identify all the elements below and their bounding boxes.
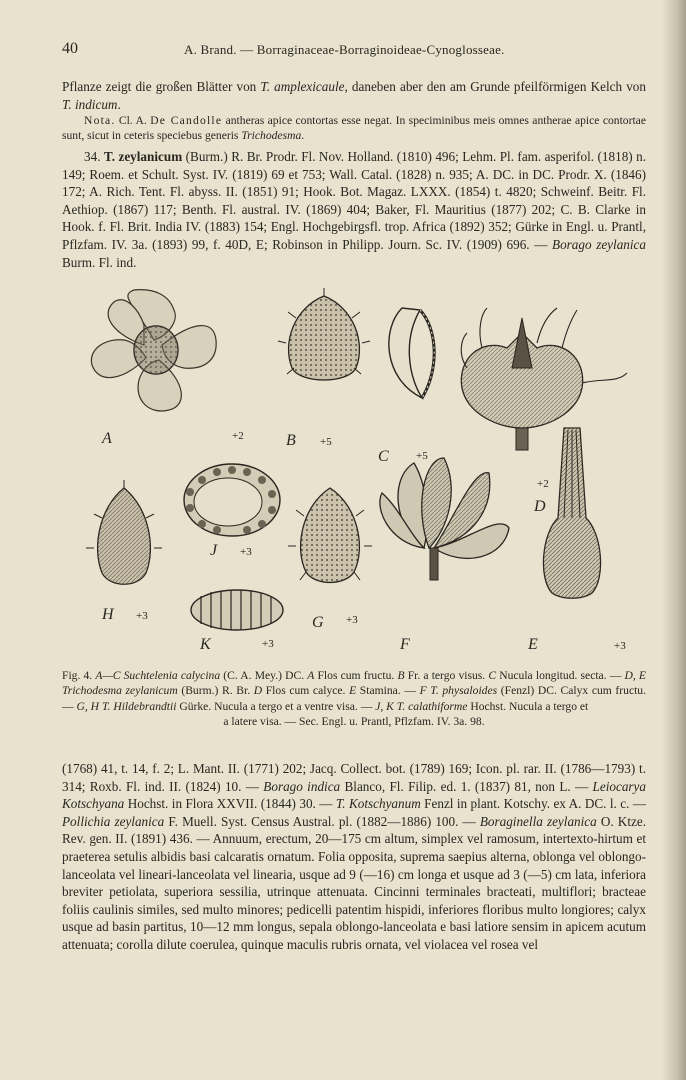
figure-label-a: A <box>102 430 112 447</box>
caption-run: Fr. a tergo visus. <box>404 669 489 682</box>
text-run: Pflanze zeigt die großen Blätter von <box>62 79 261 94</box>
taxon-name: Borago indica <box>263 778 341 794</box>
caption-run: A <box>307 669 315 682</box>
caption-run: C <box>488 669 497 682</box>
drawing-f-calyx-fruit <box>380 458 509 580</box>
figure-label-f: F <box>400 636 410 653</box>
caption-run: E <box>349 684 357 698</box>
magnification-j: +3 <box>240 546 252 558</box>
caption-run: Gürke. Nucula a tergo et a ventre visa. — <box>176 699 376 713</box>
figure-label-h: H <box>102 606 114 623</box>
text-run: Hochst. in Flora XXVII. (1844) 30. — <box>124 796 336 812</box>
magnification-e: +3 <box>614 640 626 652</box>
text-run: antheras apice contortas esse negat. In speciminibus meis omnes antherae apice contortae sunt, sicut in ceteris speciebus generis <box>62 114 646 142</box>
figure-label-k: K <box>200 636 211 653</box>
page-edge-shadow <box>662 0 686 1080</box>
figure-label-b: B <box>286 432 296 449</box>
text-run: . <box>117 96 121 112</box>
page-number: 40 <box>62 40 78 57</box>
taxon-name: Borago zeylanica <box>552 236 646 252</box>
caption-run: D, E Trichodesma zeylanicum <box>62 669 646 698</box>
text-run: Cl. A. <box>115 114 151 127</box>
caption-run: G, H T. Hildebrandtii <box>76 699 177 713</box>
taxon-name: Leiocarya Kotschyana <box>62 778 646 812</box>
species-number: 34. <box>84 149 101 164</box>
magnification-c: +5 <box>416 450 428 462</box>
paragraph-nota <box>62 113 646 143</box>
figure-label-d: D <box>534 498 546 515</box>
species-entry <box>62 148 646 271</box>
caption-run: Flos cum calyce. <box>262 684 350 698</box>
text-run: (1768) 41, t. 14, f. 2; L. Mant. II. (1771) 202; Jacq. Collect. bot. (1789) 169; Icon. pl. rar. II. (1786—1793) t. 314; Roxb. Fl. ind. II. (1824) 10. — <box>62 761 646 794</box>
figure-label-c: C <box>378 448 389 465</box>
drawing-c-section <box>389 308 434 398</box>
taxon-name: Pollichia zeylanica <box>62 813 165 829</box>
paragraph-pflanze <box>62 78 646 113</box>
taxon-name: T. indicum <box>62 96 118 112</box>
caption-run: Hochst. Nucula a tergo et <box>467 699 589 713</box>
author-name: De Candolle <box>150 114 223 127</box>
drawing-a-flower <box>91 290 216 411</box>
magnification-d: +2 <box>537 478 549 490</box>
drawing-b-nutlet <box>278 288 370 380</box>
taxon-name: Boraginella zeylanica <box>479 813 597 829</box>
magnification-g: +3 <box>346 614 358 626</box>
citation-text: (Burm.) R. Br. Prodr. Fl. Nov. Holland. (1810) 496; Lehm. Pl. fam. asperifol. (1818) n. 149; Roem. et Schult. Syst. IV. (1819) 69 et 753; Wall. Catal. (1828) n. 935; A. DC. in DC. Prodr. X. (1846) 172; A. Rich. Tent. Fl. abyss. II. (1851) 91; Hook. Bot. Magaz. LXXX. (1854) t. 4820; Schweinf. Beitr. Fl. Aethiop. (1867) 117; Benth. Fl. austral. IV. (1869) 404; Baker, Fl. Mauritius (1877) 202; C. B. Clarke in Hook. f. Fl. Brit. India IV. (1883) 154; Engl. Hochgebirgsfl. trop. Africa (1892) 352; Gürke in Engl. u. Prantl, Pflzfam. IV. 3a. (1893) 99, f. 40D, E; Robinson in Philipp. Journ. Sc. IV. (1909) 696. — <box>62 149 647 252</box>
text-run: Fenzl in plant. Kotschy. ex A. DC. l. c. — <box>420 796 647 812</box>
caption-source: a latere visa. — Sec. Engl. u. Prantl, Pflzfam. IV. 3a. 98. <box>223 715 485 729</box>
caption-run: B <box>397 669 405 682</box>
figure-label-e: E <box>528 636 538 653</box>
caption-run: (C. A. Mey.) DC. <box>220 669 308 682</box>
species-name: T. zeylanicum <box>103 149 183 164</box>
text-run: Blanco, Fl. Filip. ed. 1. (1837) 81, non L. — <box>340 778 593 794</box>
caption-run: Flos cum fructu. <box>314 669 398 682</box>
text-run: . <box>301 129 305 142</box>
magnification-k: +3 <box>262 638 274 650</box>
figure-drawings <box>62 288 646 662</box>
drawing-h-nutlet <box>86 480 162 584</box>
caption-run: Nucula longitud. secta. — <box>496 669 625 682</box>
page-header <box>62 40 646 60</box>
caption-run: (Fenzl) DC. Calyx cum fructu. — <box>62 684 647 713</box>
caption-fig-number: Fig. 4. <box>62 669 96 682</box>
taxon-name: T. Kotschyanum <box>335 796 421 812</box>
taxon-name: T. amplexicaule <box>260 79 345 94</box>
paragraph-continued <box>62 760 646 954</box>
text-run: F. Muell. Syst. Census Austral. pl. (1882—1886) 100. — <box>164 813 480 829</box>
taxon-name: Trichodesma <box>241 129 302 142</box>
drawing-k-nutlet <box>191 590 283 630</box>
caption-run: (Burm.) R. Br. <box>177 684 254 698</box>
drawing-e-stamina <box>543 428 600 598</box>
caption-run: F T. physaloides <box>419 684 498 698</box>
nota-label: Nota. <box>84 114 116 127</box>
figure-label-g: G <box>312 614 324 631</box>
drawing-g-nutlet <box>288 488 372 583</box>
magnification-b: +5 <box>320 436 332 448</box>
text-run: , daneben aber den am Grunde pfeilförmigen Kelch von <box>344 79 646 94</box>
text-run: Burm. Fl. ind. <box>62 254 137 270</box>
figure-label-j: J <box>210 542 218 559</box>
text-run: O. Ktze. Rev. gen. II. (1891) 436. — Annuum, erectum, 20—175 cm altum, simplex vel ramosum, intertexto-hirtum et praeterea setulis albidis basi calcaratis ornatum. Folia opposita, suprema saepius alterna, oblonga vel oblongo-lanceolata vel lineari-lanceolata vel linearia, usque ad 9 (—16) cm longa et usque ad 3 (—5) cm lata, inferiora breviter petiolata, superiora sessilia, utrinque attenuata. Cincinni terminales bracteati, multiflori; bracteae foliis caulinis similes, sed multo minores; pedicelli patentim hispidi, inferiores floribus multo longiores; calyx usque ad basin partitus, 10—12 mm longus, sepala oblongo-lanceolata e basi latiore sensim in apicem acutum attenuata; corolla dilute coerulea, quinque maculis rubris ornata, vel violacea vel rosea vel <box>62 813 646 952</box>
botanical-figure <box>62 288 646 662</box>
caption-run: Stamina. — <box>356 684 420 698</box>
magnification-a: +2 <box>232 430 244 442</box>
caption-run: J, K T. calathiforme <box>375 699 468 713</box>
caption-run: A—C Suchtelenia calycina <box>95 669 221 682</box>
magnification-h: +3 <box>136 610 148 622</box>
caption-run: D <box>253 684 263 698</box>
drawing-d-flower-calyx <box>461 308 627 450</box>
running-head: A. Brand. — Borraginaceae-Borraginoideae-Cynoglosseae. <box>184 42 505 57</box>
figure-caption <box>62 668 646 730</box>
drawing-j-nutlet <box>184 464 280 536</box>
